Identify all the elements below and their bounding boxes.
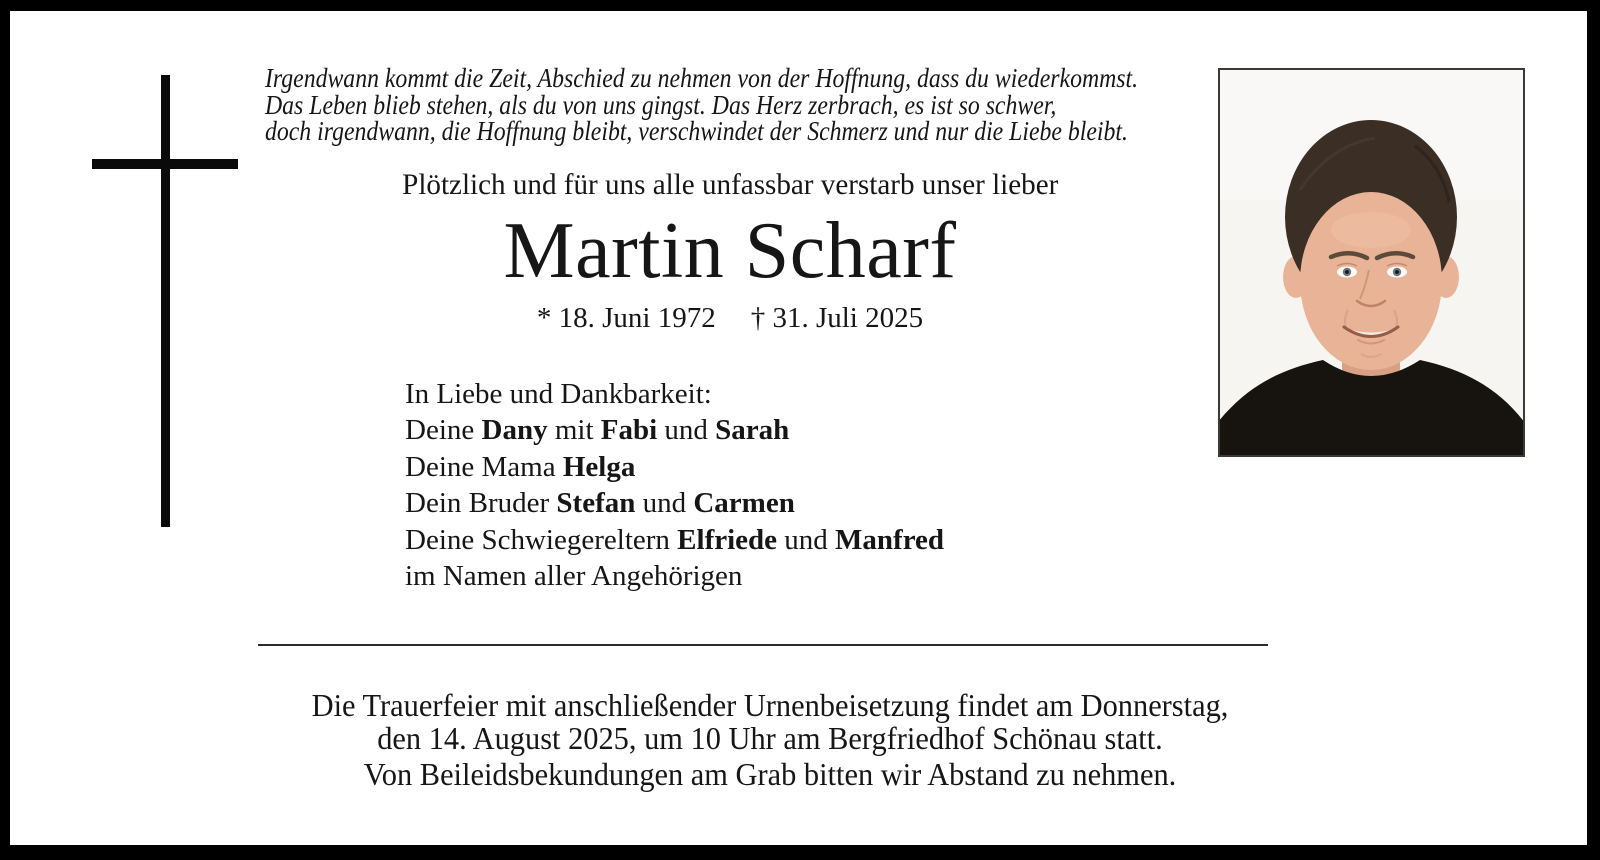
text-segment: Dein Bruder <box>405 487 557 520</box>
text-line: Das Leben blieb stehen, als du von uns gingst. Das Herz zerbrach, es ist so schwer, <box>265 89 1057 120</box>
name-emphasis: Sarah <box>715 414 790 447</box>
text-segment: und <box>635 487 694 520</box>
text-line: Die Trauerfeier mit anschließender Urnenbeisetzung findet am Donnerstag, <box>311 687 1229 723</box>
funeral-note: Von Beileidsbekundungen am Grab bitten wir Abstand zu nehmen. <box>363 756 1177 792</box>
deceased-name: Martin Scharf <box>503 207 957 295</box>
name-emphasis: Manfred <box>835 523 945 556</box>
portrait-illustration <box>1220 70 1523 455</box>
text-line: den 14. August 2025, um 10 Uhr am Bergfriedhof Schönau statt. <box>377 719 1163 756</box>
text-line: doch irgendwann, die Hoffnung bleibt, verschwindet der Schmerz und nur die Liebe bleibt. <box>265 116 1128 146</box>
text-line <box>405 449 944 485</box>
text-line <box>405 485 944 521</box>
portrait-photo <box>1218 68 1525 457</box>
name-emphasis: Carmen <box>693 487 795 520</box>
funeral-info <box>276 689 1264 791</box>
name-emphasis: Fabi <box>600 414 658 447</box>
text-segment: Deine <box>405 414 482 447</box>
life-dates <box>265 302 1195 334</box>
text-line <box>405 522 944 558</box>
memorial-poem <box>265 65 1138 145</box>
cross-horizontal-bar <box>92 159 238 169</box>
text-line: Irgendwann kommt die Zeit, Abschied zu nehmen von der Hoffnung, dass du wiederkommst. <box>265 63 1139 93</box>
family-list <box>405 376 944 594</box>
name-emphasis: Stefan <box>556 487 636 520</box>
text-line <box>405 376 944 412</box>
text-segment: und <box>657 414 716 447</box>
text-line <box>405 412 944 448</box>
text-segment: mit <box>547 414 601 447</box>
text-segment: im Namen aller Angehörigen <box>405 560 743 593</box>
death-date: † 31. Juli 2025 <box>750 302 924 334</box>
name-emphasis: Dany <box>481 414 548 447</box>
forehead-highlight <box>1331 212 1411 248</box>
text-segment: Deine Schwiegereltern <box>405 523 678 556</box>
birth-date: * 18. Juni 1972 <box>536 302 716 334</box>
text-segment: Deine Mama <box>405 450 563 483</box>
section-divider <box>258 644 1268 646</box>
name-emphasis: Helga <box>562 450 636 483</box>
name-emphasis: Elfriede <box>677 523 778 556</box>
text-line <box>405 558 944 594</box>
text-segment: In Liebe und Dankbarkeit: <box>405 378 712 410</box>
text-segment: und <box>777 523 836 556</box>
announcement-intro <box>265 168 1195 202</box>
funeral-lines <box>276 689 1264 754</box>
announcement-intro-text: Plötzlich und für uns alle unfassbar verstarb unser lieber <box>401 168 1059 201</box>
cross-vertical-bar <box>161 75 170 527</box>
